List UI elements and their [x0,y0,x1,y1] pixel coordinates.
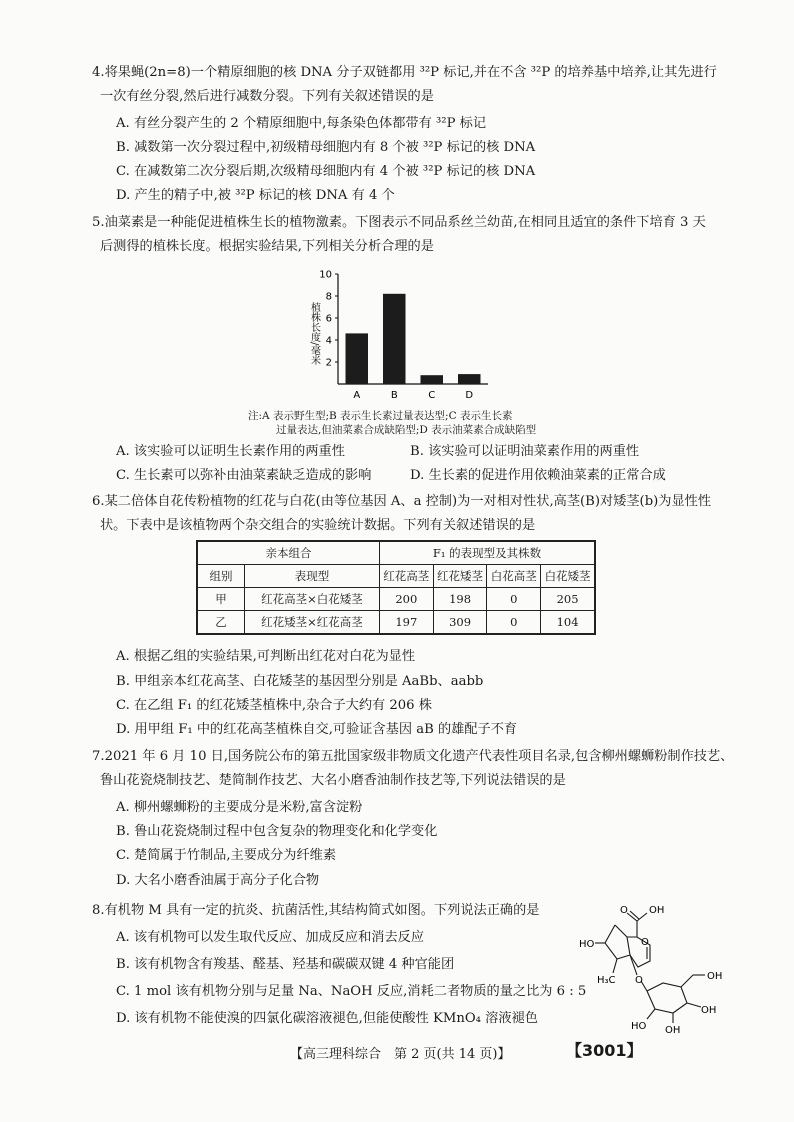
q5-option-c: C. 生长素可以弥补由油菜素缺乏造成的影响 [116,468,372,483]
x-tick-label: C [428,390,436,401]
q7-option-c: C. 楚简属于竹制品,主要成分为纤维素 [116,848,337,863]
table-cell-group: 甲 [197,588,245,611]
q6-option-a: A. 根据乙组的实验结果,可判断出红花对白花为显性 [116,649,416,664]
x-tick-label: D [465,390,474,401]
q4-stem-line1: 4.将果蝇(2n=8)一个精原细胞的核 DNA 分子双链都用 ³²P 标记,并在不含 ³²P 的培养基中培养,让其先进行 [92,65,717,80]
table-cell: 197 [379,611,433,635]
bar-B [383,294,406,384]
q5-option-a: A. 该实验可以证明生长素作用的两重性 [116,444,345,459]
table-cell-phenotype: 红花高茎×白花矮茎 [245,588,380,611]
table-cell-group: 乙 [197,611,245,635]
table-col-header: 白花矮茎 [541,565,595,588]
q5-chart-note-line1: 注:A 表示野生型;B 表示生长素过量表达型;C 表示生长素 [248,410,513,422]
table-row [197,588,595,611]
bar-D [458,374,481,384]
mol-label-ho-left: HO [631,1021,647,1032]
table-col-header: 白花高茎 [487,565,541,588]
q7-stem-line2: 鲁山花瓷烧制技艺、楚简制作技艺、大名小磨香油制作技艺等,下列说法错误的是 [100,773,566,788]
mol-label-ho: HO [579,939,595,950]
table-row [197,611,595,635]
q6-option-d: D. 用甲组 F₁ 中的红花高茎植株自交,可验证含基因 aB 的雄配子不育 [116,722,518,737]
mol-label-ch3: H₃C [597,975,616,986]
mol-label-ring-o: O [641,937,649,948]
chart-body [309,270,489,402]
q5-stem-line2: 后测得的植株长度。根据实验结果,下列相关分析合理的是 [100,239,434,254]
q8-option-c: C. 1 mol 该有机物分别与足量 Na、NaOH 反应,消耗二者物质的量之比为 6 : 5 [116,984,587,999]
table-col-header: 红花矮茎 [433,565,487,588]
q8-stem: 8.有机物 M 具有一定的抗炎、抗菌活性,其结构简式如图。下列说法正确的是 [92,903,540,918]
table-header-row-1 [197,541,595,565]
exam-code-badge: 【3001】 [566,1041,643,1060]
y-tick-label: 4 [325,335,332,347]
page-footer: 【高三理科综合 第 2 页(共 14 页)】 [290,1047,511,1062]
table-cell: 205 [541,588,595,611]
table-cell: 198 [433,588,487,611]
x-tick-label: B [390,390,398,401]
table-header-f1: F₁ 的表现型及其株数 [379,541,595,565]
y-tick-label: 10 [319,269,332,281]
f1-data-table [196,540,596,635]
q5-option-b: B. 该实验可以证明油菜素作用的两重性 [410,444,640,459]
table-header-phenotype: 表现型 [245,565,380,588]
bar-A [346,333,369,384]
table-cell-phenotype: 红花矮茎×红花高茎 [245,611,380,635]
mol-label-oh-r2: OH [701,1005,717,1016]
q6-stem-line1: 6.某二倍体自花传粉植物的红花与白花(由等位基因 A、a 控制)为一对相对性状,高茎(B)对矮茎(b)为显性性 [92,494,712,509]
y-tick-label: 8 [325,291,332,303]
table-cell: 0 [487,611,541,635]
q4-option-c: C. 在减数第二次分裂后期,次级精母细胞内有 4 个被 ³²P 标记的核 DNA [116,164,536,179]
table-header-parent: 亲本组合 [197,541,379,565]
table-header-group: 组别 [197,565,245,588]
molecule-m-structure [575,895,750,1035]
y-tick-label: 6 [325,313,332,325]
table-cell: 0 [487,588,541,611]
table-col-header: 红花高茎 [379,565,433,588]
mol-label-oh-right: OH [707,971,723,982]
bar-C [421,375,444,384]
q7-stem-line1: 7.2021 年 6 月 10 日,国务院公布的第五批国家级非物质文化遗产代表性项目名录,包含柳州螺蛳粉制作技艺、 [92,749,734,764]
q4-option-a: A. 有丝分裂产生的 2 个精原细胞中,每条染色体都带有 ³²P 标记 [116,116,487,131]
q7-option-a: A. 柳州螺蛳粉的主要成分是米粉,富含淀粉 [116,800,363,815]
exam-code: 3001 [582,1041,627,1060]
q5-option-d: D. 生长素的促进作用依赖油菜素的正常合成 [410,468,666,483]
table-cell: 104 [541,611,595,635]
q7-option-d: D. 大名小磨香油属于高分子化合物 [116,873,320,888]
table-cell: 200 [379,588,433,611]
plant-length-bar-chart [300,262,500,412]
q4-option-d: D. 产生的精子中,被 ³²P 标记的核 DNA 有 4 个 [116,188,395,203]
y-tick-label: 2 [325,357,332,369]
q6-stem-line2: 状。下表中是该植物两个杂交组合的实验统计数据。下列有关叙述错误的是 [100,518,536,533]
mol-label-glyco-o: O [635,975,643,986]
q6-option-c: C. 在乙组 F₁ 的红花矮茎植株中,杂合子大约有 206 株 [116,698,432,713]
q4-stem-line2: 一次有丝分裂,然后进行减数分裂。下列有关叙述错误的是 [100,89,434,104]
table-cell: 309 [433,611,487,635]
x-tick-label: A [353,390,361,401]
table-header-row-2 [197,565,595,588]
q7-option-b: B. 鲁山花瓷烧制过程中包含复杂的物理变化和化学变化 [116,824,438,839]
q5-chart-note-line2: 过量表达,但油菜素合成缺陷型;D 表示油菜素合成缺陷型 [276,424,537,436]
mol-label-oh: OH [649,905,665,916]
q4-option-b: B. 减数第一次分裂过程中,初级精母细胞内有 8 个被 ³²P 标记的核 DNA [116,140,536,155]
q8-option-b: B. 该有机物含有羧基、醛基、羟基和碳碳双键 4 种官能团 [116,957,455,972]
mol-label-o: O [620,905,628,916]
q5-stem-line1: 5.油菜素是一种能促进植株生长的植物激素。下图表示不同品系丝兰幼苗,在相同且适宜的条件下培育 3 天 [92,215,706,230]
y-axis-label: 植株长度/毫米 [308,302,320,366]
mol-label-oh-bottom: OH [665,1025,681,1035]
q8-option-a: A. 该有机物可以发生取代反应、加成反应和消去反应 [116,930,425,945]
q8-option-d: D. 该有机物不能使溴的四氯化碳溶液褪色,但能使酸性 KMnO₄ 溶液褪色 [116,1011,538,1026]
q6-option-b: B. 甲组亲本红花高茎、白花矮茎的基因型分别是 AaBb、aabb [116,674,484,689]
